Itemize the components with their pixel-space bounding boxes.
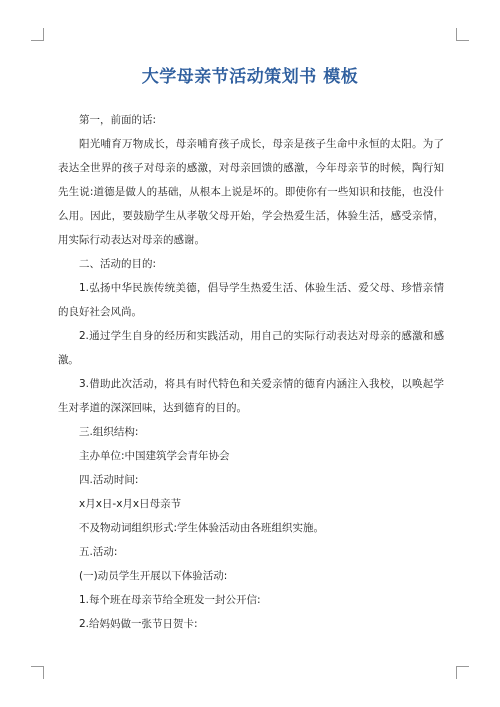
section-heading-activities: 五.活动: [79, 546, 118, 558]
activities-subheading: (一)动员学生开展以下体验活动: [79, 570, 228, 582]
crop-mark-bottom-right [456, 666, 469, 679]
section-heading-preface: 第一，前面的话: [79, 114, 157, 126]
section-heading-purpose: 二、活动的目的: [79, 258, 157, 270]
crop-mark-bottom-left [31, 666, 44, 679]
section-heading-time: 四.活动时间: [79, 474, 139, 486]
activity-form: 不及物动词组织形式:学生体验活动由各班组织实施。 [79, 522, 325, 534]
purpose-item-3: 3.借助此次活动，将具有时代特色和关爱亲情的德育内涵注入我校，以唤起学生对孝道的深深回味，达到德育的目的。 [58, 378, 444, 414]
activities-item-1: 1.每个班在母亲节给全班发一封公开信: [79, 594, 261, 606]
organization-host: 主办单位:中国建筑学会青年协会 [79, 450, 230, 462]
document-body [58, 108, 444, 636]
activities-item-2: 2.给妈妈做一张节日贺卡: [79, 618, 198, 630]
crop-mark-top-left [31, 28, 44, 41]
section-heading-organization: 三.组织结构: [79, 426, 139, 438]
crop-mark-top-right [456, 28, 469, 41]
purpose-item-2: 2.通过学生自身的经历和实践活动，用自己的实际行动表达对母亲的感激和感激。 [58, 330, 444, 366]
preface-paragraph: 阳光哺育万物成长，母亲哺育孩子成长，母亲是孩子生命中永恒的太阳。为了表达全世界的孩子对母亲的感激，对母亲回馈的感激，今年母亲节的时候，陶行知先生说:道德是做人的基础，从根本上说是坏的。即使你有一些知识和技能，也没什么用。因此，要鼓励学生从孝敬父母开始，学会热爱生活，体验生活，感受亲情，用实际行动表达对母亲的感谢。 [58, 138, 444, 246]
purpose-item-1: 1.弘扬中华民族传统美德，倡导学生热爱生活、体验生活、爱父母、珍惜亲情的良好社会风尚。 [58, 282, 444, 318]
document-title: 大学母亲节活动策划书 模板 [141, 67, 359, 87]
activity-time: x月x日-x月x日母亲节 [79, 498, 182, 510]
